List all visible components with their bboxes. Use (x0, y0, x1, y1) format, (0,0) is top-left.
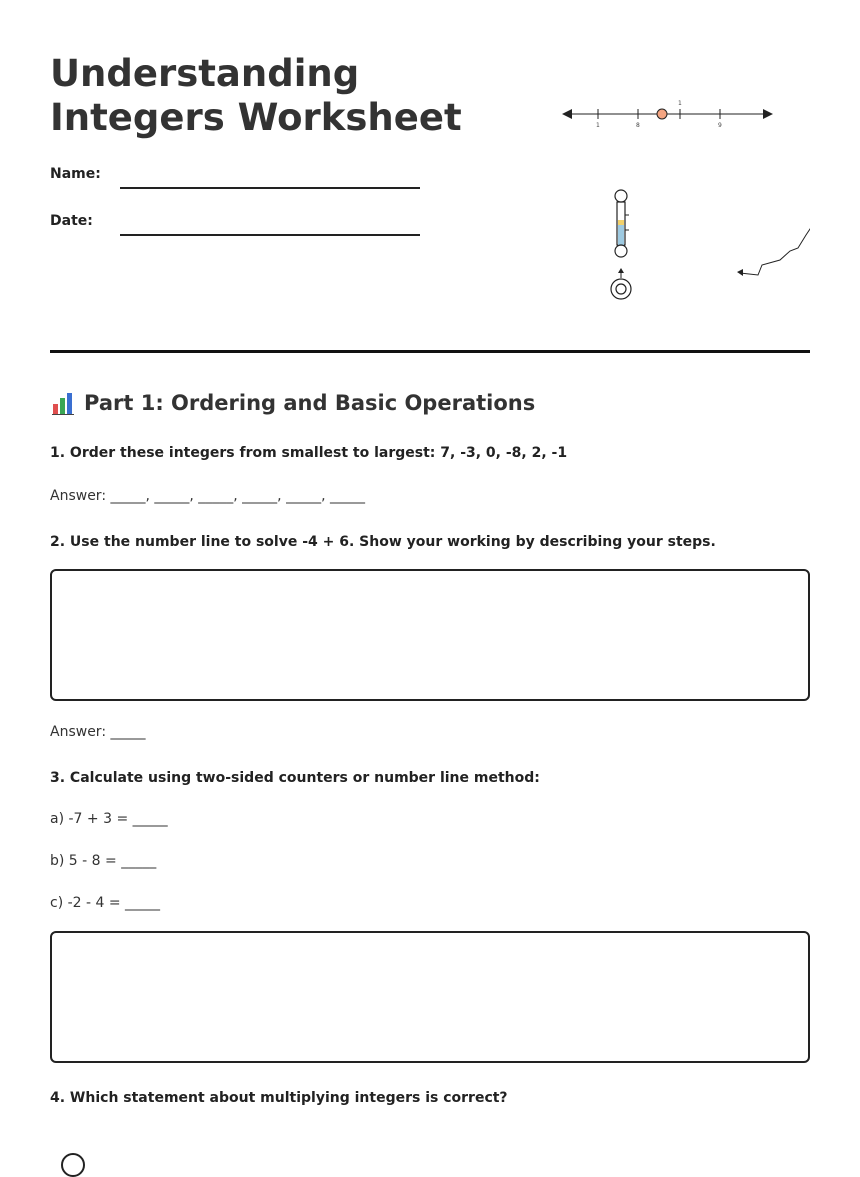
number-line-label: 1 (596, 122, 600, 129)
worksheet-title: Understanding Integers Worksheet (50, 52, 462, 139)
header-divider (50, 350, 810, 353)
part1-heading-text: Part 1: Ordering and Basic Operations (84, 391, 536, 415)
question-3: 3. Calculate using two-sided counters or number line method: (50, 770, 540, 786)
bar-chart-icon (50, 390, 76, 416)
date-label: Date: (50, 213, 93, 229)
question-2-working-box[interactable] (50, 569, 810, 701)
number-line-label: 9 (718, 122, 722, 129)
target-icon (611, 268, 631, 299)
question-2: 2. Use the number line to solve -4 + 6. Show your working by describing your steps. (50, 534, 716, 550)
name-label: Name: (50, 166, 101, 182)
number-line-label: 8 (636, 122, 640, 129)
number-line-icon (562, 100, 773, 129)
question-1: 1. Order these integers from smallest to largest: 7, -3, 0, -8, 2, -1 (50, 445, 568, 461)
worksheet-page (50, 0, 810, 1161)
question-3b[interactable]: b) 5 - 8 = _____ (50, 853, 157, 869)
integers-illustration (540, 55, 810, 315)
thermometer-icon (615, 190, 629, 257)
question-3a[interactable]: a) -7 + 3 = _____ (50, 811, 168, 827)
name-input-line[interactable] (120, 187, 420, 189)
date-input-line[interactable] (120, 234, 420, 236)
question-4: 4. Which statement about multiplying integers is correct? (50, 1090, 508, 1106)
question-3c[interactable]: c) -2 - 4 = _____ (50, 895, 161, 911)
trend-line-icon (737, 217, 810, 276)
number-line-label: 1 (678, 100, 682, 107)
question-2-answer[interactable]: Answer: _____ (50, 724, 146, 740)
question-3-working-box[interactable] (50, 931, 810, 1063)
part1-heading (50, 390, 535, 416)
question-4-option-radio[interactable] (61, 1153, 85, 1177)
question-1-answer[interactable]: Answer: _____, _____, _____, _____, _____, _____ (50, 488, 365, 504)
